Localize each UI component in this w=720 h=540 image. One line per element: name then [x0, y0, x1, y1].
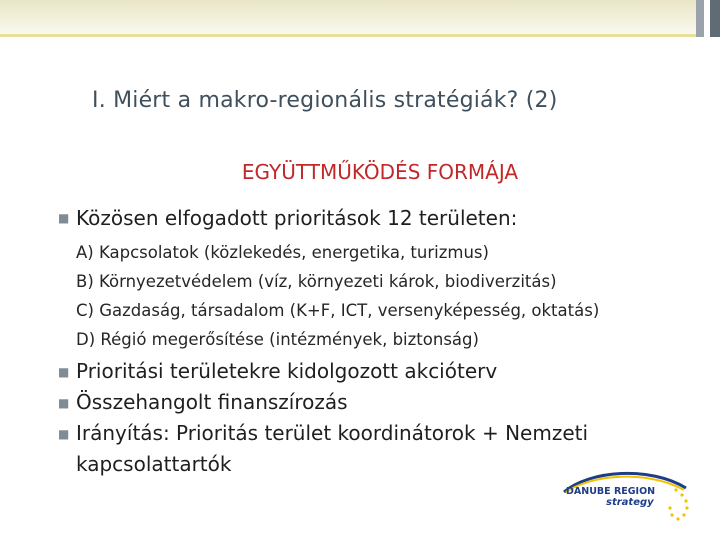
logo-text: DANUBE REGION	[566, 486, 656, 497]
slide-title: I. Miért a makro-regionális stratégiák? (2)	[92, 88, 558, 113]
danube-region-logo	[560, 468, 700, 524]
sublist-item: D) Régió megerősítése (intézmények, biztonság)	[76, 330, 479, 349]
square-bullet-icon: ■	[58, 427, 70, 441]
bullet-text: Közösen elfogadott prioritások 12 területen:	[76, 206, 518, 230]
bullet-text: Prioritási területekre kidolgozott akcióterv	[76, 359, 498, 383]
sublist-item: A) Kapcsolatok (közlekedés, energetika, turizmus)	[76, 243, 489, 262]
bullet-text: Irányítás: Prioritás terület koordinátorok + Nemzeti kapcsolattartók	[76, 421, 589, 476]
corner-accent-gray	[696, 0, 704, 37]
square-bullet-icon: ■	[58, 396, 70, 410]
top-decorative-bar	[0, 0, 720, 42]
square-bullet-icon: ■	[58, 211, 70, 225]
corner-accent-dark	[710, 0, 720, 37]
content-area	[58, 204, 698, 480]
sublist-item: C) Gazdaság, társadalom (K+F, ICT, versenyképesség, oktatás)	[76, 301, 600, 320]
logo-subtext: strategy	[606, 497, 654, 508]
bullet-text: Összehangolt finanszírozás	[76, 390, 348, 414]
bullet-item	[58, 204, 698, 232]
sublist	[76, 238, 698, 354]
square-bullet-icon: ■	[58, 365, 70, 379]
bullet-item	[58, 356, 698, 387]
header-band	[0, 0, 696, 35]
slide-subtitle: EGYÜTTMŰKÖDÉS FORMÁJA	[241, 160, 519, 184]
sublist-item: B) Környezetvédelem (víz, környezeti károk, biodiverzitás)	[76, 272, 557, 291]
header-gold-line	[0, 34, 696, 37]
bullet-item	[58, 387, 698, 418]
